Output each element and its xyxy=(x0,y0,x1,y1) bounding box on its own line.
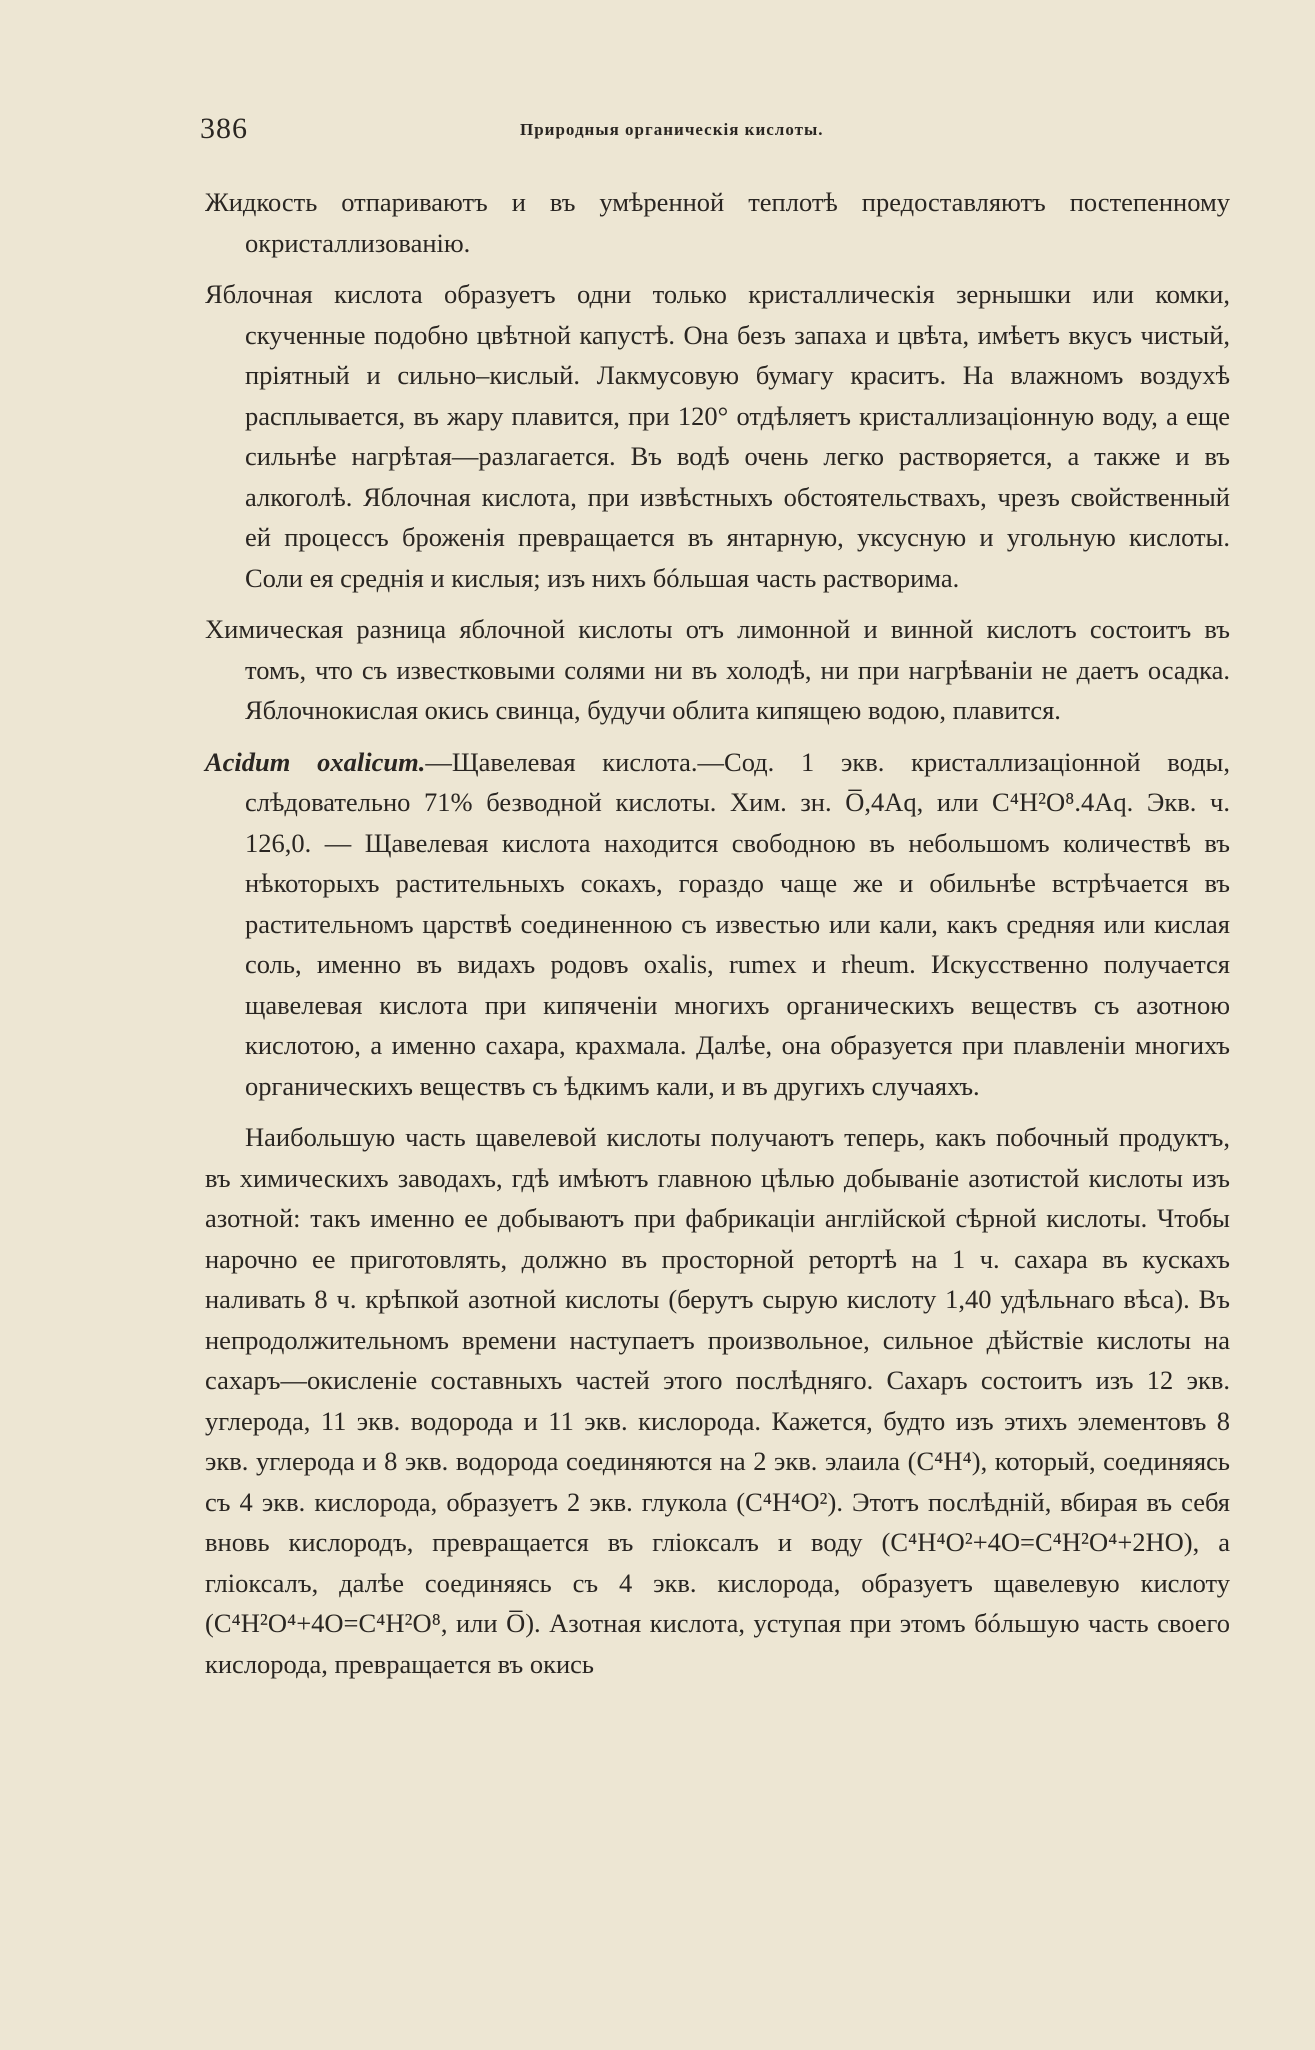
paragraph-oxalic-acid-production: Наибольшую часть щавелевой кислоты получаютъ теперь, какъ побочный продуктъ, въ химическихъ заводахъ, гдѣ имѣютъ главною цѣлью добываніе азотистой кислоты изъ азотной: такъ именно ее добываютъ при фабрикаціи англійской сѣрной кислоты. Чтобы нарочно ее приготовлять, должно въ просторной ретортѣ на 1 ч. сахара въ кускахъ наливать 8 ч. крѣпкой азотной кислоты (берутъ сырую кислоту 1,40 удѣльнаго вѣса). Въ непродолжительномъ времени наступаетъ произвольное, сильное дѣйствіе кислоты на сахаръ—окисленіе составныхъ частей этого послѣдняго. Сахаръ состоитъ изъ 12 экв. углерода, 11 экв. водорода и 11 экв. кислорода. Кажется, будто изъ этихъ элементовъ 8 экв. углерода и 8 экв. водорода соединяются на 2 экв. элаила (C⁴H⁴), который, соединяясь съ 4 экв. кислорода, образуетъ 2 экв. глукола (C⁴H⁴O²). Этотъ послѣдній, вбирая въ себя вновь кислородъ, превращается въ гліоксалъ и воду (C⁴H⁴O²+4O=C⁴H²O⁴+2HO), а гліоксалъ, далѣе соединяясь съ 4 экв. кислорода, образуетъ щавелевую кислоту (C⁴H²O⁴+4O=C⁴H²O⁸, или O̅). Азотная кислота, уступая при этомъ бóльшую часть своего кислорода, превращается въ окись xyxy=(205,1122,1230,1679)
latin-term: Acidum oxalicum. xyxy=(205,746,426,777)
paragraph-malic-acid-difference: Химическая разница яблочной кислоты отъ лимонной и винной кислотъ состоитъ въ томъ, что съ известковыми солями ни въ холодѣ, ни при нагрѣваніи не даетъ осадка. Яблочнокислая окись свинца, будучи облита кипящею водою, плавится. xyxy=(205,614,1230,725)
oxalic-acid-text: —Щавелевая кислота.—Сод. 1 экв. кристаллизаціонной воды, слѣдовательно 71% безводной кислоты. Хим. зн. O̅,4Aq, или C⁴H²O⁸.4Aq. Экв. ч. 126,0. — Щавелевая кислота находится свободною въ небольшомъ количествѣ въ нѣкоторыхъ растительныхъ сокахъ, гораздо чаще же и обильнѣе встрѣчается въ растительномъ царствѣ соединенною съ известью или кали, какъ средняя или кислая соль, именно въ видахъ родовъ oxalis, rumex и rheum. Искусственно получается щавелевая кислота при кипяченіи многихъ органическихъ веществъ съ азотною кислотою, а именно сахара, крахмала. Далѣе, она образуется при плавленіи многихъ органическихъ веществъ съ ѣдкимъ кали, и въ другихъ случаяхъ. xyxy=(245,746,1230,1101)
page-number: 386 xyxy=(200,112,248,145)
paragraph-oxalic-acid xyxy=(205,742,1230,1107)
body-text xyxy=(205,182,1230,1695)
running-head xyxy=(200,112,1235,148)
paragraph-evaporation: Жидкость отпариваютъ и въ умѣренной теплотѣ предоставляютъ постепенному окристаллизованію. xyxy=(205,187,1230,258)
paragraph-malic-acid-properties: Яблочная кислота образуетъ одни только кристаллическія зернышки или комки, скученные подобно цвѣтной капустѣ. Она безъ запаха и цвѣта, имѣетъ вкусъ чистый, пріятный и сильно–кислый. Лакмусовую бумагу краситъ. На влажномъ воздухѣ расплывается, въ жару плавится, при 120° отдѣляетъ кристаллизаціонную воду, а еще сильнѣе нагрѣтая—разлагается. Въ водѣ очень легко растворяется, а также и въ алкоголѣ. Яблочная кислота, при извѣстныхъ обстоятельствахъ, чрезъ свойственный ей процессъ броженія превращается въ янтарную, уксусную и угольную кислоты. Соли ея среднія и кислыя; изъ нихъ бóльшая часть растворима. xyxy=(205,279,1230,593)
running-title: Природныя органическія кислоты. xyxy=(520,120,824,139)
